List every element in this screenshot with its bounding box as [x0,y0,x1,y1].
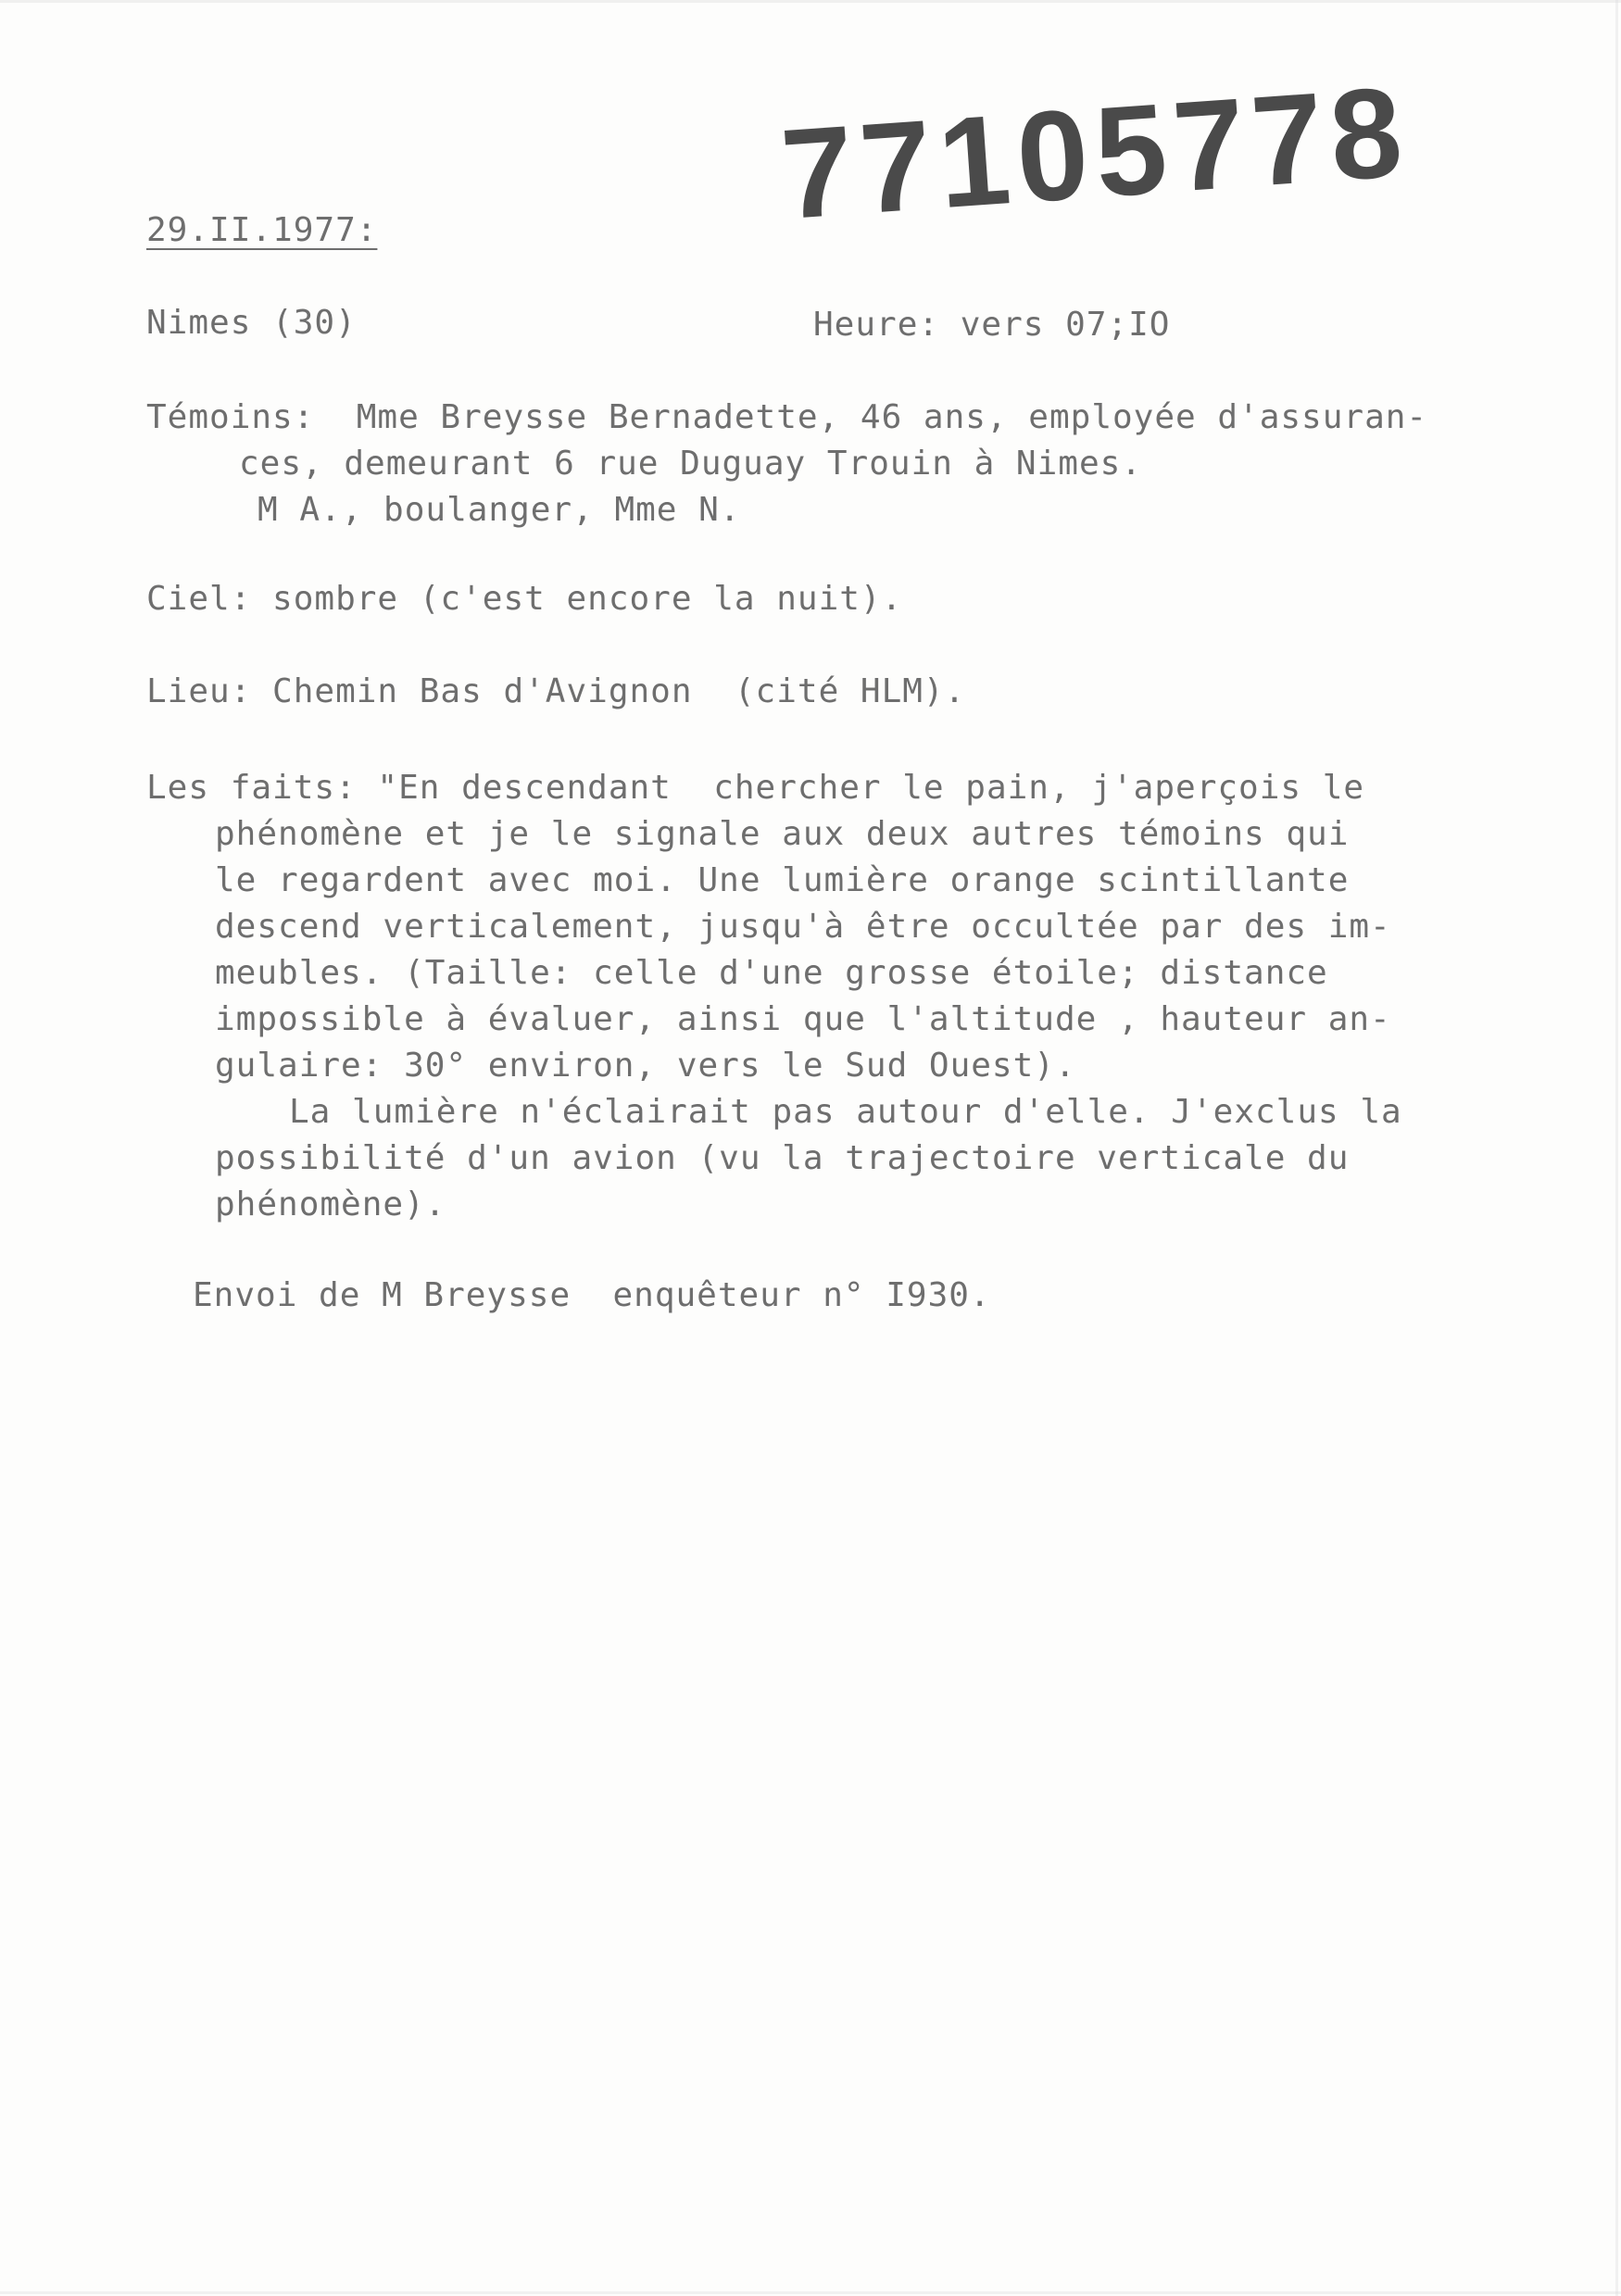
facts-line-5: meubles. (Taille: celle d'une grosse étoile; distance [215,954,1328,992]
scan-edge-bottom [0,2291,1621,2294]
facts-line-3: le regardent avec moi. Une lumière orange scintillante [215,861,1350,899]
sender-line: Envoi de M Breysse enquêteur n° I930. [193,1276,991,1314]
report-time: Heure: vers 07;IO [813,306,1171,344]
report-location: Nimes (30) [146,304,357,342]
scan-edge-right [1615,0,1618,2296]
witnesses-line-2: ces, demeurant 6 rue Duguay Trouin à Nimes. [239,445,1142,483]
facts-line-7: gulaire: 30° environ, vers le Sud Ouest). [215,1047,1076,1085]
facts-line-2: phénomène et je le signale aux deux autres témoins qui [215,815,1350,853]
facts-line-6: impossible à évaluer, ainsi que l'altitude , hauteur an- [215,1000,1391,1038]
facts-line-4: descend verticalement, jusqu'à être occultée par des im- [215,908,1391,946]
facts-line-1: Les faits: "En descendant chercher le pain, j'aperçois le [146,769,1365,807]
facts-line-9: possibilité d'un avion (vu la trajectoire verticale du [215,1139,1350,1177]
witnesses-line-3: M A., boulanger, Mme N. [258,491,741,529]
report-date: 29.II.1977: [146,211,378,249]
facts-line-10: phénomène). [215,1186,446,1223]
witnesses-section [146,395,1427,533]
scan-edge-top [0,0,1621,3]
sighting-place: Lieu: Chemin Bas d'Avignon (cité HLM). [146,672,966,710]
sky-condition: Ciel: sombre (c'est encore la nuit). [146,580,903,618]
witnesses-line-1: Témoins: Mme Breysse Bernadette, 46 ans, employée d'assuran- [146,398,1428,436]
facts-section [146,765,1402,1228]
archive-stamp-number: 77105778 [777,60,1414,247]
facts-line-8: La lumière n'éclairait pas autour d'elle. J'exclus la [289,1093,1402,1131]
